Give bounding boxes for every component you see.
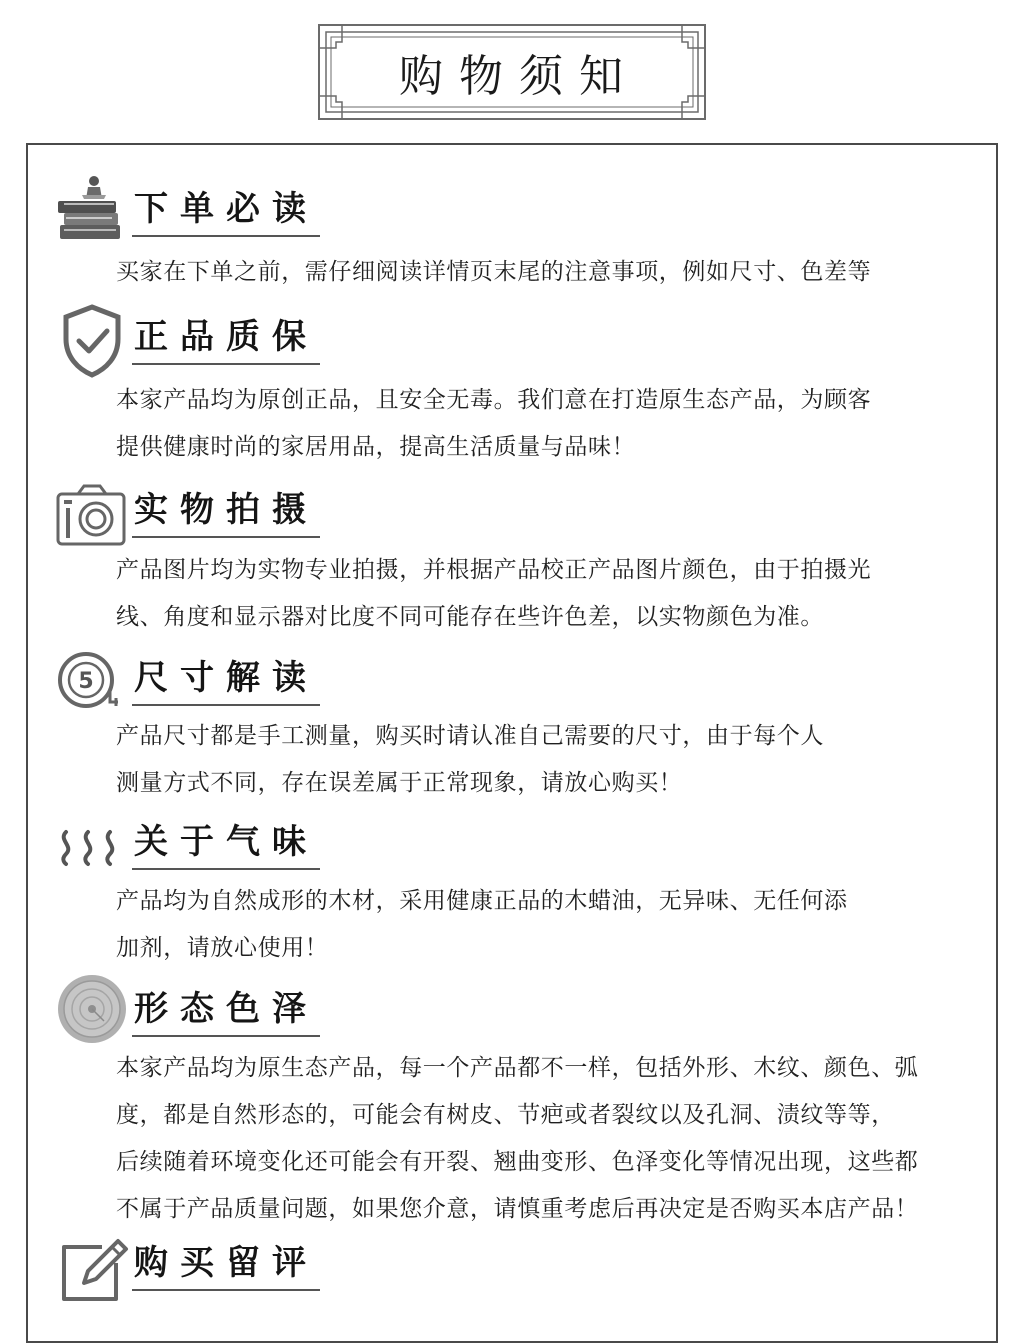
text-line: 本家产品均为原生态产品，每一个产品都不一样，包括外形、木纹、颜色、弧 (116, 1055, 919, 1081)
text-line: 加剂，请放心使用！ (116, 935, 329, 961)
page-title: 购物须知 (399, 51, 639, 102)
text-line: 产品图片均为实物专业拍摄，并根据产品校正产品图片颜色，由于拍摄光 (116, 557, 872, 583)
tape-measure-icon (54, 644, 130, 720)
pencil-edit-icon (54, 1233, 130, 1309)
section-heading: 购买留评 (132, 1239, 324, 1287)
text-line: 产品尺寸都是手工测量，购买时请认准自己需要的尺寸，由于每个人 (116, 723, 824, 749)
text-line: 后续随着环境变化还可能会有开裂、翘曲变形、色泽变化等情况出现，这些都 (116, 1149, 919, 1175)
section-text (116, 1045, 978, 1233)
section-heading: 尺寸解读 (132, 654, 324, 702)
section-heading: 形态色泽 (132, 985, 324, 1033)
text-line: 测量方式不同，存在误差属于正常现象，请放心购买！ (116, 770, 683, 796)
text-line: 线、角度和显示器对比度不同可能存在些许色差，以实物颜色为准。 (116, 604, 824, 630)
svg-text:5: 5 (78, 669, 94, 694)
text-line: 产品均为自然成形的木材，采用健康正品的木蜡油，无异味、无任何添 (116, 888, 848, 914)
camera-icon (54, 478, 130, 554)
text-line: 度，都是自然形态的，可能会有树皮、节疤或者裂纹以及孔洞、渍纹等等， (116, 1102, 895, 1128)
books-reading-icon (54, 173, 130, 249)
section-text (116, 713, 978, 807)
section-heading: 实物拍摄 (132, 486, 324, 534)
text-line: 本家产品均为原创正品，且安全无毒。我们意在打造原生态产品，为顾客 (116, 387, 872, 413)
title-banner (318, 24, 706, 120)
section-text (116, 377, 978, 471)
wood-slice-icon (54, 971, 130, 1047)
section-text (116, 878, 978, 972)
section-heading: 关于气味 (132, 818, 324, 866)
shield-check-icon (54, 303, 130, 379)
section-text (116, 547, 978, 641)
section-heading: 正品质保 (132, 313, 324, 361)
text-line: 提供健康时尚的家居用品，提高生活质量与品味！ (116, 434, 636, 460)
section-text (116, 249, 978, 296)
text-line: 不属于产品质量问题，如果您介意，请慎重考虑后再决定是否购买本店产品！ (116, 1196, 919, 1222)
text-line: 买家在下单之前，需仔细阅读详情页末尾的注意事项，例如尺寸、色差等 (116, 259, 872, 285)
notice-panel (26, 143, 998, 1343)
section-heading: 下单必读 (132, 185, 324, 233)
